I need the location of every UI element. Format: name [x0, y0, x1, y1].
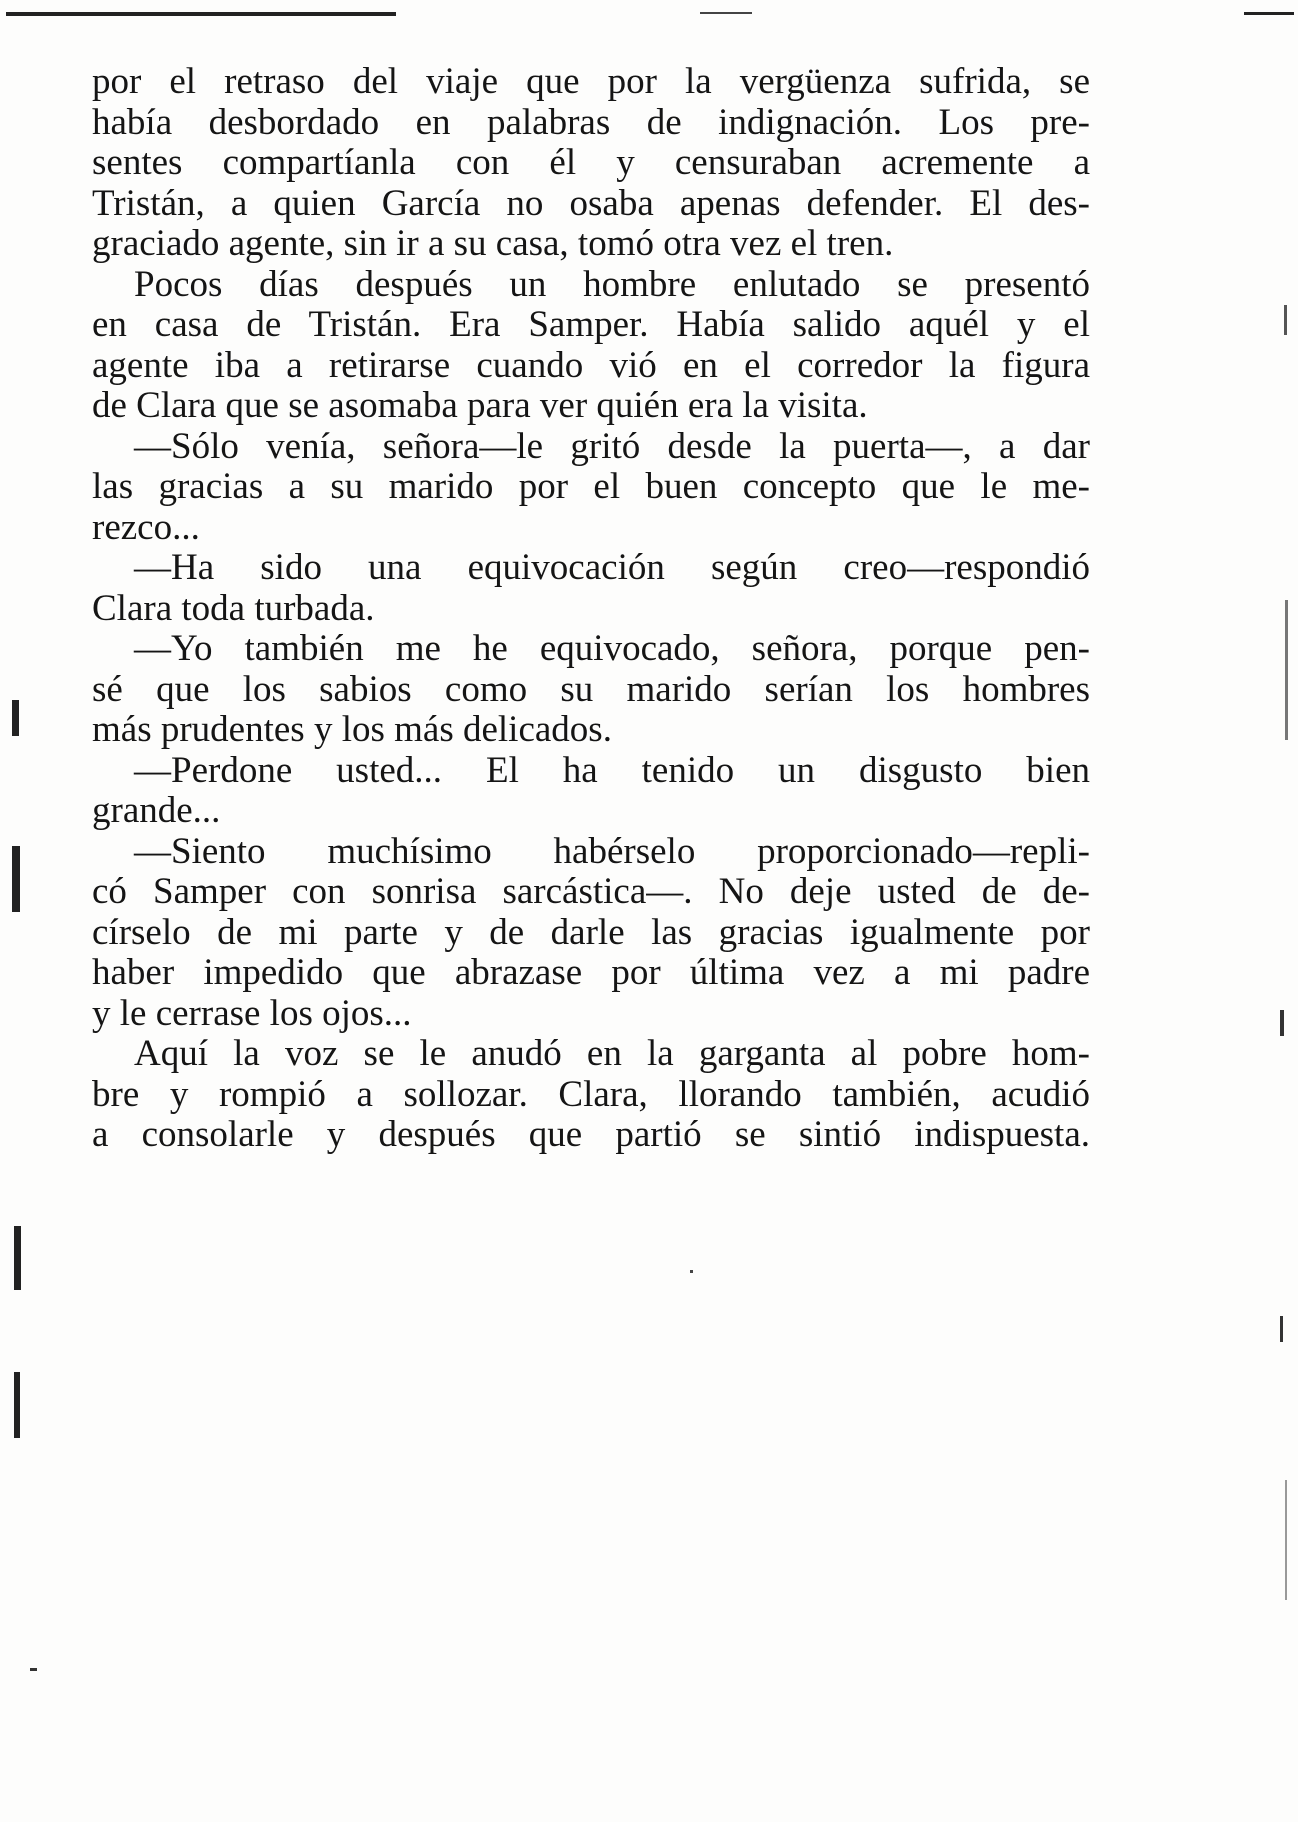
text-line: Clara toda turbada. [92, 587, 375, 629]
top-edge-rule-left [6, 12, 396, 16]
text-line: y le cerrase los ojos... [92, 992, 412, 1034]
scan-mark [14, 1372, 20, 1438]
scan-mark [1285, 1480, 1287, 1600]
text-line: bre y rompió a sollozar. Clara, llorando también, acudió [92, 1073, 1090, 1115]
text-line: había desbordado en palabras de indignación. Los pre- [92, 101, 1090, 143]
text-line: de Clara que se asomaba para ver quién era la visita. [92, 385, 868, 426]
text-line: sé que los sabios como su marido serían los hombres [92, 668, 1090, 710]
text-line: más prudentes y los más delicados. [92, 709, 612, 750]
top-edge-rule-center [700, 12, 752, 14]
text-line: grande... [92, 790, 221, 831]
text-line: có Samper con sonrisa sarcástica—. No deje usted de de- [92, 871, 1090, 912]
scan-mark [1280, 1316, 1283, 1342]
text-line: Aquí la voz se le anudó en la garganta al pobre hom- [134, 1033, 1090, 1074]
scan-mark [690, 1270, 693, 1273]
scan-mark [1280, 1010, 1284, 1036]
top-edge-rule-right [1244, 12, 1294, 15]
text-line: rezco... [92, 506, 200, 548]
text-line: —Ha sido una equivocación según creo—respondió [134, 547, 1090, 588]
scan-mark [1284, 305, 1287, 335]
text-line: Pocos días después un hombre enlutado se presentó [134, 263, 1090, 305]
scan-mark [1285, 600, 1288, 740]
text-line: las gracias a su marido por el buen concepto que le me- [92, 466, 1090, 507]
text-line: —Sólo venía, señora—le gritó desde la puerta—, a dar [134, 425, 1090, 467]
scan-mark [12, 846, 20, 912]
text-line: —Siento muchísimo habérselo proporcionado—repli- [134, 830, 1090, 872]
body-text [92, 62, 1090, 1156]
text-line: —Perdone usted... El ha tenido un disgusto bien [134, 749, 1090, 791]
text-line: en casa de Tristán. Era Samper. Había salido aquél y el [92, 304, 1090, 345]
text-line: haber impedido que abrazase por última vez a mi padre [92, 952, 1090, 993]
text-line: Tristán, a quien García no osaba apenas defender. El des- [92, 182, 1090, 224]
text-line: —Yo también me he equivocado, señora, porque pen- [134, 628, 1090, 669]
text-line: por el retraso del viaje que por la vergüenza sufrida, se [92, 61, 1090, 102]
scan-mark [12, 700, 19, 736]
scan-mark [30, 1668, 37, 1671]
scan-mark [14, 1226, 21, 1290]
text-line: sentes compartíanla con él y censuraban acremente a [92, 142, 1090, 183]
text-line: a consolarle y después que partió se sintió indispuesta. [92, 1114, 1090, 1155]
text-line: círselo de mi parte y de darle las gracias igualmente por [92, 911, 1090, 953]
text-line: agente iba a retirarse cuando vió en el corredor la figura [92, 344, 1090, 386]
text-line: graciado agente, sin ir a su casa, tomó otra vez el tren. [92, 223, 894, 264]
